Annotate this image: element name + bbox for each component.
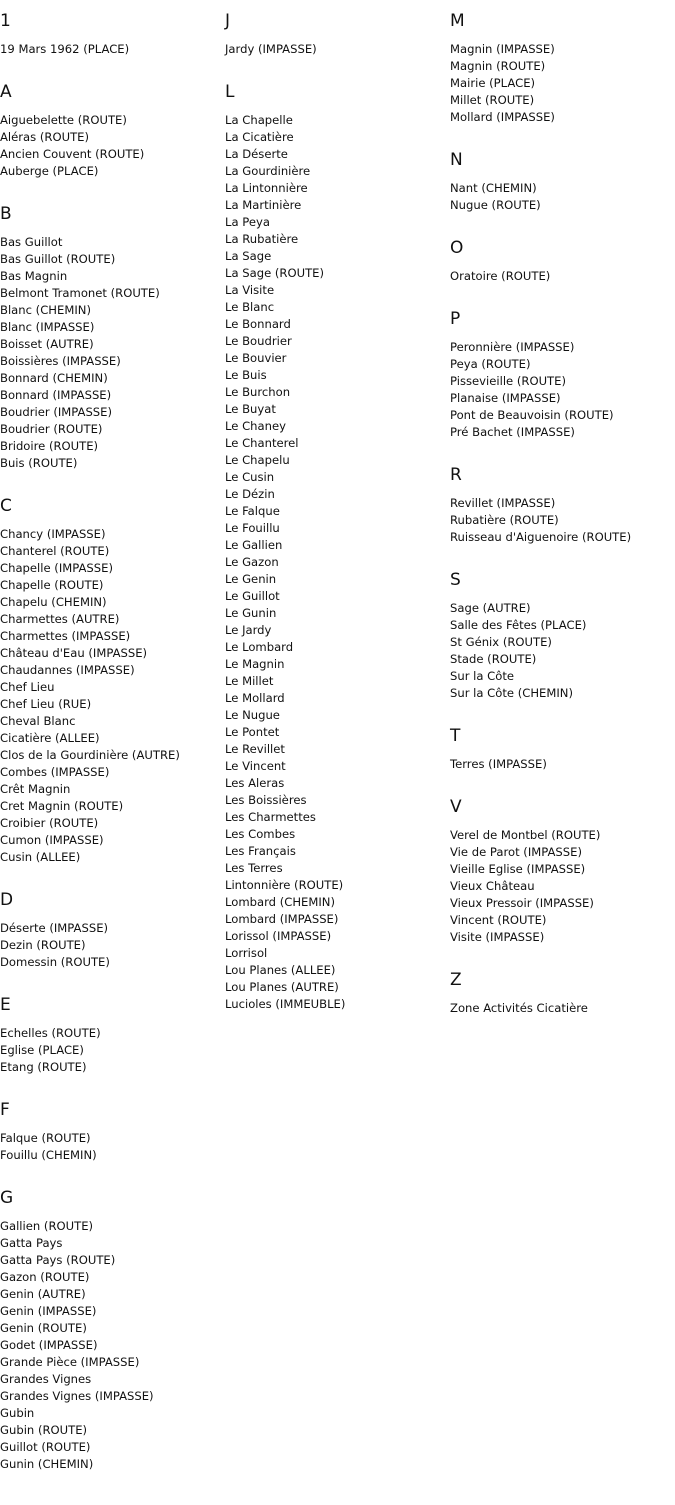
street-name-item: Le Revillet	[225, 742, 285, 756]
street-name-item: Lorissol (IMPASSE)	[225, 929, 332, 943]
street-name-item: La Visite	[225, 283, 275, 297]
street-name-item: La Rubatière	[225, 232, 299, 246]
street-name-item: Le Burchon	[225, 385, 291, 399]
street-name-item: Chapelu (CHEMIN)	[0, 595, 107, 609]
street-name-item: Sur la Côte	[450, 669, 515, 683]
street-name-item: Le Buyat	[225, 402, 276, 416]
street-name-item: Château d'Eau (IMPASSE)	[0, 646, 148, 660]
street-name-item: Grandes Vignes	[0, 1372, 92, 1386]
street-name-item: Verel de Montbel (ROUTE)	[450, 828, 601, 842]
index-column-2	[225, 10, 449, 1036]
street-name-item: Le Chaney	[225, 419, 286, 433]
street-name-item: Oratoire (ROUTE)	[450, 269, 551, 283]
street-name-item: Lou Planes (ALLEE)	[225, 963, 336, 977]
street-name-item: Charmettes (IMPASSE)	[0, 629, 131, 643]
street-name-item: Revillet (IMPASSE)	[450, 496, 556, 510]
street-name-item: Genin (AUTRE)	[0, 1287, 86, 1301]
street-name-item: Grandes Vignes (IMPASSE)	[0, 1389, 154, 1403]
street-name-item: Le Falque	[225, 504, 280, 518]
street-name-item: Le Lombard	[225, 640, 294, 654]
street-name-item: Zone Activités Cicatière	[450, 1001, 588, 1015]
street-name-item: La Déserte	[225, 147, 288, 161]
street-name-item: Combes (IMPASSE)	[0, 765, 110, 779]
street-name-item: Gallien (ROUTE)	[0, 1219, 94, 1233]
street-name-item: Sur la Côte (CHEMIN)	[450, 686, 574, 700]
street-name-item: Chanterel (ROUTE)	[0, 544, 110, 558]
section-letter-heading: D	[0, 890, 14, 910]
section-letter-heading: O	[450, 238, 464, 258]
street-name-item: Cret Magnin (ROUTE)	[0, 799, 124, 813]
section-letter-heading: 1	[0, 11, 11, 31]
letter-group	[225, 10, 449, 58]
street-name-item: Boisset (AUTRE)	[0, 337, 94, 351]
street-name-item: Echelles (ROUTE)	[0, 1026, 101, 1040]
street-name-item: Peya (ROUTE)	[450, 357, 531, 371]
street-name-item: Vie de Parot (IMPASSE)	[450, 845, 582, 859]
street-name-item: Boudrier (ROUTE)	[0, 422, 103, 436]
street-name-item: Pont de Beauvoisin (ROUTE)	[450, 408, 614, 422]
letter-group	[450, 237, 674, 285]
street-name-item: Chaudannes (IMPASSE)	[0, 663, 135, 677]
street-name-item: Genin (IMPASSE)	[0, 1304, 97, 1318]
section-letter-heading: M	[450, 11, 465, 31]
street-name-item: Mollard (IMPASSE)	[450, 110, 555, 124]
section-letter-heading: R	[450, 465, 462, 485]
section-letter-heading: P	[450, 309, 461, 329]
street-name-item: Lombard (IMPASSE)	[225, 912, 339, 926]
street-name-item: Déserte (IMPASSE)	[0, 921, 109, 935]
street-name-item: Les Terres	[225, 861, 283, 875]
street-name-item: Dezin (ROUTE)	[0, 938, 86, 952]
street-name-item: Le Magnin	[225, 657, 285, 671]
letter-group	[450, 569, 674, 702]
street-name-item: Les Aleras	[225, 776, 285, 790]
street-name-item: Genin (ROUTE)	[0, 1321, 87, 1335]
letter-group	[450, 464, 674, 546]
street-name-item: Grande Pièce (IMPASSE)	[0, 1355, 140, 1369]
section-letter-heading: G	[0, 1188, 14, 1208]
letter-group	[0, 889, 224, 971]
letter-group	[0, 81, 224, 180]
street-name-item: Ruisseau d'Aiguenoire (ROUTE)	[450, 530, 632, 544]
street-name-item: Vieux Pressoir (IMPASSE)	[450, 896, 594, 910]
street-name-item: Lombard (CHEMIN)	[225, 895, 335, 909]
street-name-item: Le Bouvier	[225, 351, 287, 365]
street-name-item: Gazon (ROUTE)	[0, 1270, 90, 1284]
street-name-item: Le Chanterel	[225, 436, 299, 450]
street-name-item: Croibier (ROUTE)	[0, 816, 99, 830]
section-letter-heading: J	[225, 11, 231, 31]
street-name-item: Chapelle (ROUTE)	[0, 578, 104, 592]
section-letter-heading: N	[450, 150, 463, 170]
street-name-item: Boudrier (IMPASSE)	[0, 405, 113, 419]
street-name-item: Buis (ROUTE)	[0, 456, 78, 470]
street-name-item: Godet (IMPASSE)	[0, 1338, 98, 1352]
letter-group	[0, 994, 224, 1076]
section-letter-heading: V	[450, 797, 462, 817]
street-name-item: Le Bonnard	[225, 317, 291, 331]
section-letter-heading: S	[450, 570, 461, 590]
street-name-item: Le Jardy	[225, 623, 272, 637]
street-name-item: Les Boissières	[225, 793, 307, 807]
section-letter-heading: F	[0, 1100, 10, 1120]
letter-group	[0, 1187, 224, 1473]
street-name-item: 19 Mars 1962 (PLACE)	[0, 42, 130, 56]
letter-group	[450, 796, 674, 946]
street-name-item: Boissières (IMPASSE)	[0, 354, 121, 368]
street-name-item: Les Français	[225, 844, 296, 858]
street-name-item: Le Gallien	[225, 538, 283, 552]
street-name-item: Fouillu (CHEMIN)	[0, 1148, 97, 1162]
street-name-item: Le Millet	[225, 674, 274, 688]
street-name-item: La Peya	[225, 215, 270, 229]
letter-group	[0, 203, 224, 472]
street-name-item: Auberge (PLACE)	[0, 164, 99, 178]
street-name-item: Le Guillot	[225, 589, 280, 603]
street-name-item: La Gourdinière	[225, 164, 311, 178]
street-name-item: Vieux Château	[450, 879, 535, 893]
street-name-item: Clos de la Gourdinière (AUTRE)	[0, 748, 180, 762]
street-name-item: Cusin (ALLEE)	[0, 850, 81, 864]
street-name-item: Le Gunin	[225, 606, 277, 620]
index-column-3	[450, 10, 674, 1040]
street-name-item: Belmont Tramonet (ROUTE)	[0, 286, 160, 300]
street-name-item: Pissevieille (ROUTE)	[450, 374, 566, 388]
street-name-item: Bas Guillot (ROUTE)	[0, 252, 116, 266]
street-name-item: Peronnière (IMPASSE)	[450, 340, 575, 354]
street-name-item: Magnin (IMPASSE)	[450, 42, 555, 56]
section-letter-heading: Z	[450, 970, 462, 990]
street-name-item: Chapelle (IMPASSE)	[0, 561, 113, 575]
street-name-item: Blanc (CHEMIN)	[0, 303, 91, 317]
street-name-item: Chancy (IMPASSE)	[0, 527, 106, 541]
street-name-item: Mairie (PLACE)	[450, 76, 536, 90]
street-name-item: Sage (AUTRE)	[450, 601, 531, 615]
street-name-item: Ancien Couvent (ROUTE)	[0, 147, 145, 161]
street-name-item: Pré Bachet (IMPASSE)	[450, 425, 575, 439]
street-name-item: Stade (ROUTE)	[450, 652, 537, 666]
letter-group	[0, 495, 224, 866]
street-name-item: Le Mollard	[225, 691, 285, 705]
street-name-item: Bridoire (ROUTE)	[0, 439, 99, 453]
street-name-item: Lou Planes (AUTRE)	[225, 980, 339, 994]
street-name-item: Vieille Eglise (IMPASSE)	[450, 862, 586, 876]
street-name-item: Nugue (ROUTE)	[450, 198, 541, 212]
street-name-item: Vincent (ROUTE)	[450, 913, 547, 927]
street-name-item: Gubin (ROUTE)	[0, 1423, 88, 1437]
street-name-item: Charmettes (AUTRE)	[0, 612, 120, 626]
street-name-item: Le Nugue	[225, 708, 280, 722]
street-name-item: Aiguebelette (ROUTE)	[0, 113, 127, 127]
street-name-item: Planaise (IMPASSE)	[450, 391, 561, 405]
street-name-item: Aléras (ROUTE)	[0, 130, 90, 144]
street-name-item: Millet (ROUTE)	[450, 93, 535, 107]
section-letter-heading: T	[450, 726, 461, 746]
street-name-item: Bas Magnin	[0, 269, 68, 283]
street-name-item: Rubatière (ROUTE)	[450, 513, 559, 527]
section-letter-heading: B	[0, 204, 12, 224]
street-name-item: Falque (ROUTE)	[0, 1131, 91, 1145]
section-letter-heading: A	[0, 82, 12, 102]
street-name-item: La Sage (ROUTE)	[225, 266, 325, 280]
street-name-item: Bas Guillot	[0, 235, 63, 249]
street-name-item: La Cicatière	[225, 130, 294, 144]
street-name-item: St Génix (ROUTE)	[450, 635, 552, 649]
street-name-item: Le Vincent	[225, 759, 286, 773]
street-name-item: Jardy (IMPASSE)	[225, 42, 317, 56]
street-name-item: La Martinière	[225, 198, 302, 212]
street-name-item: Lorrisol	[225, 946, 268, 960]
street-name-item: Gubin	[0, 1406, 35, 1420]
letter-group	[225, 81, 449, 1013]
street-name-item: Le Chapelu	[225, 453, 290, 467]
section-letter-heading: L	[225, 82, 235, 102]
street-name-item: Gunin (CHEMIN)	[0, 1457, 94, 1471]
street-name-item: La Lintonnière	[225, 181, 308, 195]
street-name-item: Magnin (ROUTE)	[450, 59, 546, 73]
street-name-item: Le Buis	[225, 368, 267, 382]
street-name-item: Le Gazon	[225, 555, 279, 569]
street-name-item: Les Combes	[225, 827, 296, 841]
street-name-item: La Chapelle	[225, 113, 293, 127]
street-name-item: Le Pontet	[225, 725, 280, 739]
street-name-item: Lucioles (IMMEUBLE)	[225, 997, 346, 1011]
letter-group	[0, 10, 224, 58]
street-name-item: Salle des Fêtes (PLACE)	[450, 618, 587, 632]
letter-group	[450, 149, 674, 214]
street-name-item: Blanc (IMPASSE)	[0, 320, 95, 334]
letter-group	[0, 1099, 224, 1164]
index-column-1	[0, 10, 224, 1496]
street-name-item: Le Fouillu	[225, 521, 280, 535]
street-name-item: Domessin (ROUTE)	[0, 955, 110, 969]
street-name-item: Nant (CHEMIN)	[450, 181, 537, 195]
street-name-item: Bonnard (CHEMIN)	[0, 371, 108, 385]
street-name-item: Le Cusin	[225, 470, 275, 484]
section-letter-heading: C	[0, 496, 12, 516]
street-name-item: Cheval Blanc	[0, 714, 76, 728]
street-name-item: Crêt Magnin	[0, 782, 71, 796]
street-name-item: Lintonnière (ROUTE)	[225, 878, 344, 892]
street-name-item: Cumon (IMPASSE)	[0, 833, 104, 847]
street-name-item: Le Blanc	[225, 300, 275, 314]
section-letter-heading: E	[0, 995, 11, 1015]
letter-group	[450, 969, 674, 1017]
street-name-item: Chef Lieu (RUE)	[0, 697, 92, 711]
street-name-item: Cicatière (ALLEE)	[0, 731, 100, 745]
street-name-item: Etang (ROUTE)	[0, 1060, 87, 1074]
street-name-item: Le Genin	[225, 572, 277, 586]
street-name-item: Le Dézin	[225, 487, 275, 501]
street-name-item: Le Boudrier	[225, 334, 292, 348]
letter-group	[450, 725, 674, 773]
street-name-item: Terres (IMPASSE)	[450, 757, 547, 771]
street-name-item: Gatta Pays (ROUTE)	[0, 1253, 116, 1267]
letter-group	[450, 308, 674, 441]
street-name-item: Gatta Pays	[0, 1236, 63, 1250]
street-name-item: Visite (IMPASSE)	[450, 930, 545, 944]
street-name-item: Eglise (PLACE)	[0, 1043, 84, 1057]
street-name-item: Les Charmettes	[225, 810, 316, 824]
street-name-item: Bonnard (IMPASSE)	[0, 388, 112, 402]
street-name-item: La Sage	[225, 249, 272, 263]
street-name-item: Chef Lieu	[0, 680, 55, 694]
letter-group	[450, 10, 674, 126]
street-name-item: Guillot (ROUTE)	[0, 1440, 91, 1454]
